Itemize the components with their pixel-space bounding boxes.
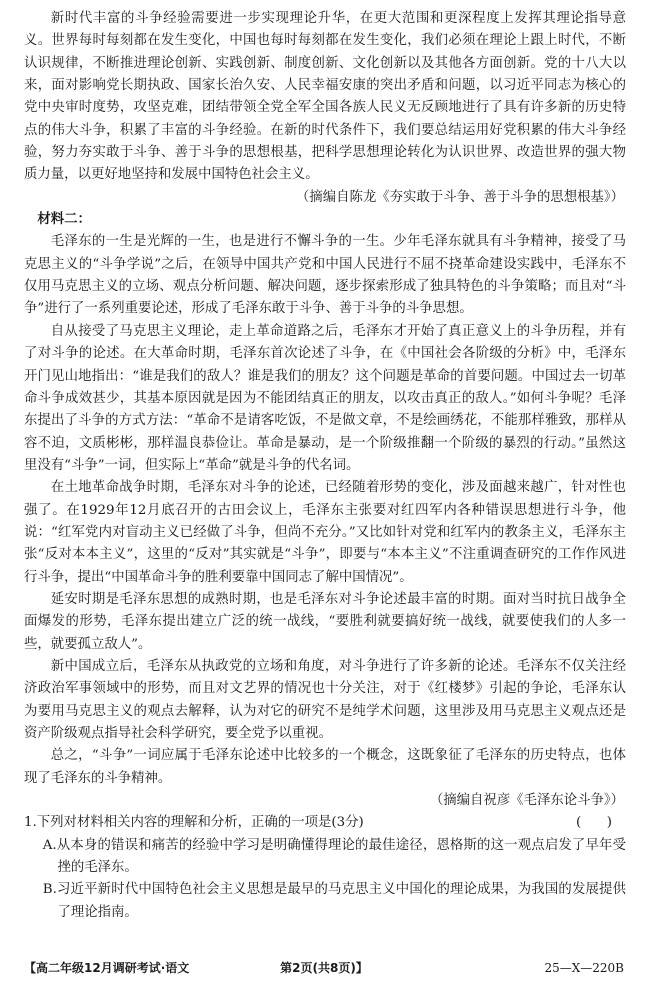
footer-page-number: 第2页(共8页)】 [280,961,368,975]
material-2-paragraph-4: 延安时期是毛泽东思想的成熟时期，也是毛泽东对斗争论述最丰富的时期。面对当时抗日战争全面爆发的形势，毛泽东提出建立广泛的统一战线，“要胜利就要搞好统一战线，就要使我们的人多一些，就要孤立敌人”。 [24,591,626,652]
page-footer [24,957,624,979]
question-1-stem: 1.下列对材料相关内容的理解和分析，正确的一项是(3分) [24,815,364,831]
intro-source: （摘编自陈龙《夯实敢于斗争、善于斗争的思想根基》） [295,189,624,205]
footer-exam-title: 【高二年级12月调研考试·语文 [24,961,190,975]
material-2-paragraph-5: 新中国成立后，毛泽东从执政党的立场和角度，对斗争进行了许多新的论述。毛泽东不仅关注经济政治军事领域中的形势，而且对文艺界的情况也十分关注，对于《红楼梦》引起的争论，毛泽东认为要用马克思主义的观点去解释，认为对它的研究不是纯学术问题，这里涉及用马克思主义观点还是资产阶级观点指导社会科学研究，要全党予以重视。 [24,658,626,741]
option-b: B.习近平新时代中国特色社会主义思想是最早的马克思主义中国化的理论成果，为我国的发展提供了理论指南。 [42,882,626,920]
option-a: A.从本身的错误和痛苦的经验中学习是明确懂得理论的最佳途径，恩格斯的这一观点启发了早年受挫的毛泽东。 [42,837,626,876]
material-2-heading: 材料二： [37,212,91,228]
material-2-source: （摘编自祝彦《毛泽东论斗争》） [429,793,624,809]
answer-bracket: ( ) [576,815,612,831]
material-2-paragraph-6: 总之，“斗争”一词应属于毛泽东论述中比较多的一个概念，这既象征了毛泽东的历史特点，也体现了毛泽东的斗争精神。 [24,748,626,786]
material-2-paragraph-3: 在土地革命战争时期，毛泽东对斗争的论述，已经随着形势的变化，涉及面越来越广，针对性也强了。在1929年12月底召开的古田会议上，毛泽东主张要对红四军内各种错误思想进行斗争，他说：“红军党内对盲动主义已经做了斗争，但尚不充分。”又比如针对党和红军内的教条主义，毛泽东主张“反对本本主义”，这里的“反对”其实就是“斗争”，即要与“本本主义”不注重调查研究的工作作风进行斗争，提出“中国革命斗争的胜利要靠中国同志了解中国情况”。 [24,480,626,585]
footer-exam-code: 25—X—220B [544,961,624,975]
question-1 [24,812,626,834]
material-2-paragraph-2: 自从接受了马克思主义理论，走上革命道路之后，毛泽东才开始了真正意义上的斗争历程，并有了对斗争的论述。在大革命时期，毛泽东首次论述了斗争，在《中国社会各阶级的分析》中，毛泽东开门见山地指出：“谁是我们的敌人？谁是我们的朋友？这个问题是革命的首要问题。中国过去一切革命斗争成效甚少，其基本原因就是因为不能团结真正的朋友，以攻击真正的敌人。”如何斗争呢？毛泽东提出了斗争的方式方法：“革命不是请客吃饭，不是做文章，不是绘画绣花，不能那样雅致，那样从容不迫，文质彬彬，那样温良恭俭让。革命是暴动，是一个阶级推翻一个阶级的暴烈的行动。”虽然这里没有“斗争”一词，但实际上“革命”就是斗争的代名词。 [24,323,626,473]
material-2-paragraph-1: 毛泽东的一生是光辉的一生，也是进行不懈斗争的一生。少年毛泽东就具有斗争精神，接受了马克思主义的“斗争学说”之后，在领导中国共产党和中国人民进行不屈不挠革命建设实践中，毛泽东不仅用马克思主义的立场、观点分析问题、解决问题，逐步探索形成了独具特色的斗争策略；而且对“斗争”进行了一系列重要论述，形成了毛泽东敢于斗争、善于斗争的斗争思想。 [24,234,626,317]
intro-paragraph: 新时代丰富的斗争经验需要进一步实现理论升华，在更大范围和更深程度上发挥其理论指导意义。世界每时每刻都在发生变化，中国也每时每刻都在发生变化，我们必须在理论上跟上时代，不断认识规律，不断推进理论创新、实践创新、制度创新、文化创新以及其他各方面创新。党的十八大以来，面对影响党长期执政、国家长治久安、人民幸福安康的突出矛盾和问题，以习近平同志为核心的党中央审时度势，攻坚克难，团结带领全党全军全国各族人民义无反顾地进行了具有许多新的历史特点的伟大斗争，积累了丰富的斗争经验。在新的时代条件下，我们要总结运用好党积累的伟大斗争经验，努力夯实敢于斗争、善于斗争的思想根基，把科学思想理论转化为认识世界、改造世界的强大物质力量，以更好地坚持和发展中国特色社会主义。 [24,11,626,183]
